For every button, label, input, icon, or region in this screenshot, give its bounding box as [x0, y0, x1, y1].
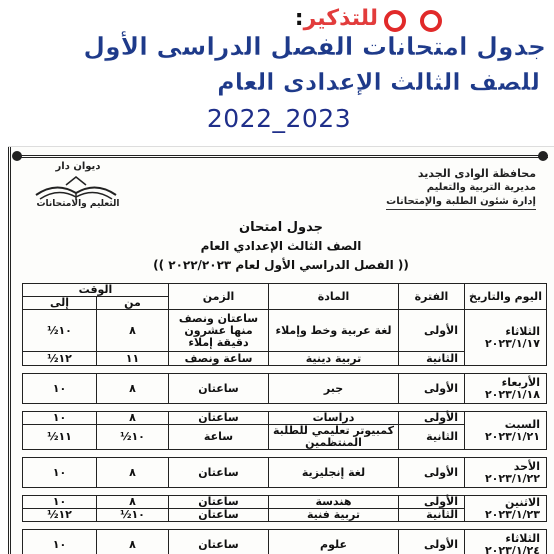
- reminder-label: [258, 6, 378, 31]
- duration-cell: ساعتان: [169, 412, 269, 425]
- period-cell: الأولى: [399, 310, 465, 352]
- table-row: [23, 496, 547, 509]
- duration-cell: ساعتان: [169, 496, 269, 509]
- time-from-cell: ٨: [97, 458, 169, 488]
- subject-cell: كمبيوتر تعليمي للطلبة المنتظمين: [269, 425, 399, 450]
- separator-cell: [23, 488, 547, 496]
- duration-cell: ساعتان ونصف منها عشرون دقيقة إملاء: [169, 310, 269, 352]
- table-row: [23, 374, 547, 404]
- logo-subtitle: التعليم والامتحانات: [36, 199, 120, 209]
- time-to-cell: ١٢½: [23, 509, 97, 522]
- ring-icons: [384, 10, 442, 32]
- governorate-block: [386, 167, 536, 210]
- row-separator: [23, 404, 547, 412]
- table-row: [23, 310, 547, 352]
- header-subject: المادة: [269, 284, 399, 310]
- time-from-cell: ١١: [97, 352, 169, 366]
- poster-header: [0, 0, 554, 146]
- subject-cell: لغة إنجليزية: [269, 458, 399, 488]
- time-from-cell: ٨: [97, 310, 169, 352]
- day-cell: [465, 374, 547, 404]
- term-label: (( الفصل الدراسي الأول لعام ٢٠٢٢/٢٠٢٣ )): [153, 258, 409, 272]
- day-name: الأحد: [513, 459, 540, 473]
- header-day: اليوم والتاريخ: [465, 284, 547, 310]
- governorate-name: محافظة الوادى الجديد: [417, 167, 536, 180]
- table-row: [23, 530, 547, 554]
- day-name: الأربعاء: [501, 375, 540, 389]
- time-to-cell: ١١½: [23, 425, 97, 450]
- reminder-colon: :: [294, 6, 304, 31]
- period-cell: الثانية: [399, 352, 465, 366]
- period-cell: الأولى: [399, 412, 465, 425]
- document-subtitle: الصف الثالث الإعدادي العام: [200, 239, 362, 253]
- time-to-cell: ١٠: [23, 496, 97, 509]
- time-to-cell: ١٠½: [23, 310, 97, 352]
- day-name: الثلاثاء: [505, 324, 540, 338]
- table-header-row: [23, 284, 547, 297]
- day-date: ٢٠٢٣/١/٢٢: [484, 471, 540, 485]
- header-from: من: [97, 297, 169, 310]
- time-from-cell: ٨: [97, 496, 169, 509]
- separator-cell: [23, 522, 547, 530]
- logo: [26, 159, 126, 217]
- day-cell: [465, 458, 547, 488]
- time-from-cell: ١٠½: [97, 509, 169, 522]
- period-cell: الأولى: [399, 496, 465, 509]
- day-name: السبت: [504, 417, 540, 431]
- exam-schedule-table: [22, 283, 547, 554]
- document-title: جدول امتحان: [239, 220, 323, 235]
- day-cell: [465, 412, 547, 450]
- subject-cell: لغة عربية وخط وإملاء: [269, 310, 399, 352]
- time-to-cell: ١٠: [23, 412, 97, 425]
- grade-title: للصف الثالث الإعدادى العام: [217, 68, 540, 96]
- day-date: ٢٠٢٣/١/٢١: [484, 429, 540, 443]
- logo-title: ديوان دار: [55, 161, 101, 172]
- document-titles: [8, 219, 554, 275]
- header-to: إلى: [23, 297, 97, 310]
- ring-icon: [420, 10, 442, 32]
- time-from-cell: ١٠½: [97, 425, 169, 450]
- day-name: الاثنين: [505, 495, 540, 509]
- table-row: [23, 412, 547, 425]
- duration-cell: ساعتان: [169, 458, 269, 488]
- subject-cell: جبر: [269, 374, 399, 404]
- academic-year: 2022_2023: [206, 104, 352, 133]
- duration-cell: ساعتان: [169, 374, 269, 404]
- header-time: الوقت: [23, 284, 169, 297]
- time-from-cell: ٨: [97, 530, 169, 554]
- time-to-cell: ١٠: [23, 374, 97, 404]
- period-cell: الثانية: [399, 425, 465, 450]
- ring-icon: [384, 10, 406, 32]
- schedule-title: جدول امتحانات الفصل الدراسى الأول: [83, 32, 546, 61]
- day-date: ٢٠٢٣/١/١٨: [484, 387, 540, 401]
- time-from-cell: ٨: [97, 412, 169, 425]
- row-separator: [23, 522, 547, 530]
- subject-cell: دراسات: [269, 412, 399, 425]
- separator-cell: [23, 366, 547, 374]
- day-cell: [465, 530, 547, 554]
- separator-cell: [23, 404, 547, 412]
- header-duration: الزمن: [169, 284, 269, 310]
- day-cell: [465, 496, 547, 522]
- row-separator: [23, 450, 547, 458]
- duration-cell: ساعة: [169, 425, 269, 450]
- row-separator: [23, 488, 547, 496]
- subject-cell: هندسة: [269, 496, 399, 509]
- punch-hole-icon: [538, 151, 548, 161]
- row-separator: [23, 366, 547, 374]
- day-date: ٢٠٢٣/١/١٧: [484, 336, 540, 350]
- exam-document: [8, 146, 554, 554]
- punch-hole-icon: [12, 151, 22, 161]
- period-cell: الأولى: [399, 374, 465, 404]
- time-from-cell: ٨: [97, 374, 169, 404]
- document-top-rule: [18, 155, 548, 158]
- subject-cell: تربية دينية: [269, 352, 399, 366]
- period-cell: الأولى: [399, 458, 465, 488]
- day-cell: [465, 310, 547, 366]
- header-period: الفترة: [399, 284, 465, 310]
- duration-cell: ساعتان: [169, 509, 269, 522]
- day-date: ٢٠٢٣/١/٢٣: [484, 507, 540, 521]
- table-row: [23, 458, 547, 488]
- separator-cell: [23, 450, 547, 458]
- time-to-cell: ١٠: [23, 530, 97, 554]
- time-to-cell: ١٠: [23, 458, 97, 488]
- subject-cell: علوم: [269, 530, 399, 554]
- time-to-cell: ١٢½: [23, 352, 97, 366]
- day-name: الثلاثاء: [505, 531, 540, 545]
- administration-name: إدارة شئون الطلبة والإمتحانات: [386, 195, 536, 210]
- day-date: ٢٠٢٣/١/٢٤: [484, 543, 540, 554]
- subject-cell: تربية فنية: [269, 509, 399, 522]
- duration-cell: ساعة ونصف: [169, 352, 269, 366]
- duration-cell: ساعتان: [169, 530, 269, 554]
- reminder-text: للتذكير: [303, 6, 378, 31]
- period-cell: الثانية: [399, 509, 465, 522]
- directorate-name: مديرية التربية والتعليم: [426, 182, 536, 193]
- period-cell: الأولى: [399, 530, 465, 554]
